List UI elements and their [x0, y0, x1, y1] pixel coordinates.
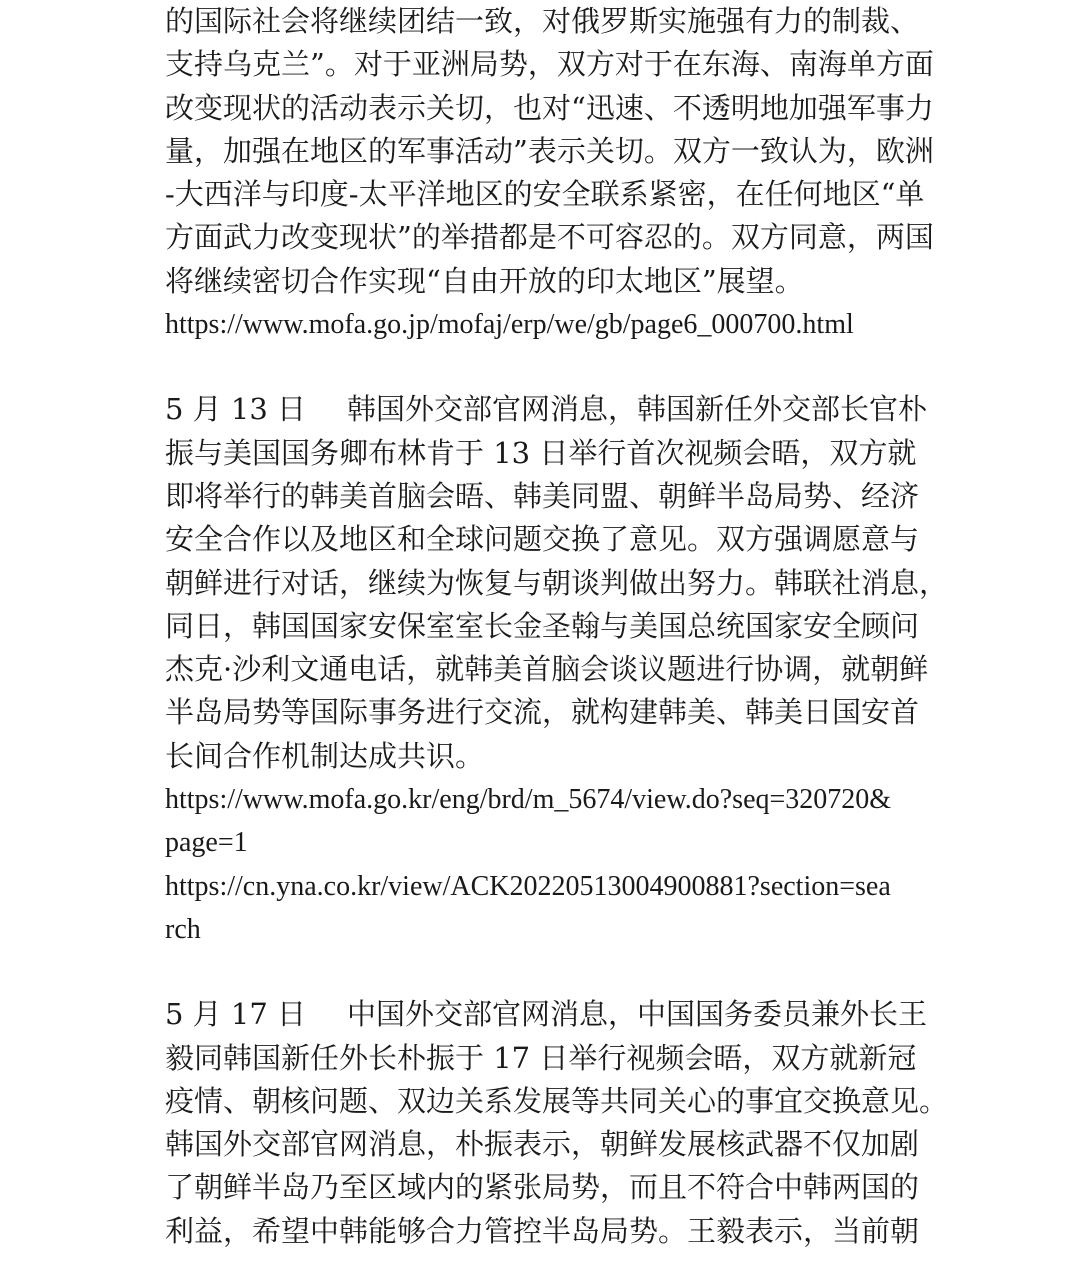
- source-url: https://www.mofa.go.kr/eng/brd/m_5674/view.do?seq=320720&: [165, 784, 892, 816]
- text-line: 长间合作机制达成共识。: [165, 738, 485, 773]
- text-line: 方面武力改变现状”的举措都是不可容忍的。双方同意，两国: [165, 220, 934, 255]
- source-url: page=1: [165, 827, 248, 859]
- entry-heading-line: [165, 993, 928, 1036]
- text-line: 量，加强在地区的军事活动”表示关切。双方一致认为，欧洲: [165, 133, 934, 168]
- text-line: 振与美国国务卿布林肯于 13 日举行首次视频会晤，双方就: [165, 435, 917, 470]
- text-line: 安全合作以及地区和全球问题交换了意见。双方强调愿意与: [165, 522, 920, 557]
- text-line: 半岛局势等国际事务进行交流，就构建韩美、韩美日国安首: [165, 695, 920, 730]
- text-line: 朝鲜进行对话，继续为恢复与朝谈判做出努力。韩联社消息，: [165, 565, 949, 600]
- text-line: 即将举行的韩美首脑会晤、韩美同盟、朝鲜半岛局势、经济: [165, 478, 920, 513]
- source-url: rch: [165, 913, 201, 945]
- document-page: [165, 0, 949, 1253]
- paragraph-block-3: [165, 993, 949, 1253]
- text-line: 支持乌克兰”。对于亚洲局势，双方对于在东海、南海单方面: [165, 47, 934, 82]
- text-line: 改变现状的活动表示关切，也对“迅速、不透明地加强军事力: [165, 90, 934, 125]
- entry-heading-line: [165, 388, 928, 431]
- text-line: -大西洋与印度-太平洋地区的安全联系紧密，在任何地区“单: [165, 177, 925, 212]
- text-line: 杰克·沙利文通电话，就韩美首脑会谈议题进行协调，就朝鲜: [165, 652, 929, 687]
- source-url: https://cn.yna.co.kr/view/ACK20220513004900881?section=sea: [165, 870, 891, 902]
- paragraph-gap: [165, 951, 920, 993]
- text-line: 毅同韩国新任外长朴振于 17 日举行视频会晤，双方就新冠: [165, 1040, 917, 1075]
- entry-first-line: 韩国外交部官网消息，韩国新任外交部长官朴: [347, 392, 928, 427]
- text-line: 疫情、朝核问题、双边关系发展等共同关心的事宜交换意见。: [165, 1083, 949, 1118]
- text-line: 将继续密切合作实现“自由开放的印太地区”展望。: [165, 263, 804, 298]
- text-line: 了朝鲜半岛乃至区域内的紧张局势，而且不符合中韩两国的: [165, 1170, 920, 1205]
- paragraph-block-2: [165, 388, 949, 951]
- text-line: 同日，韩国国家安保室室长金圣翰与美国总统国家安全顾问: [165, 608, 920, 643]
- text-line: 利益，希望中韩能够合力管控半岛局势。王毅表示，当前朝: [165, 1213, 920, 1248]
- source-url: https://www.mofa.go.jp/mofaj/erp/we/gb/page6_000700.html: [165, 309, 854, 341]
- entry-first-line: 中国外交部官网消息，中国国务委员兼外长王: [347, 997, 928, 1032]
- entry-date: 5 月 13 日: [165, 392, 307, 427]
- text-line: 韩国外交部官网消息，朴振表示，朝鲜发展核武器不仅加剧: [165, 1127, 920, 1162]
- paragraph-gap: [165, 346, 920, 388]
- entry-date: 5 月 17 日: [165, 997, 307, 1032]
- paragraph-block-1: [165, 0, 934, 346]
- text-line: 的国际社会将继续团结一致，对俄罗斯实施强有力的制裁、: [165, 4, 920, 38]
